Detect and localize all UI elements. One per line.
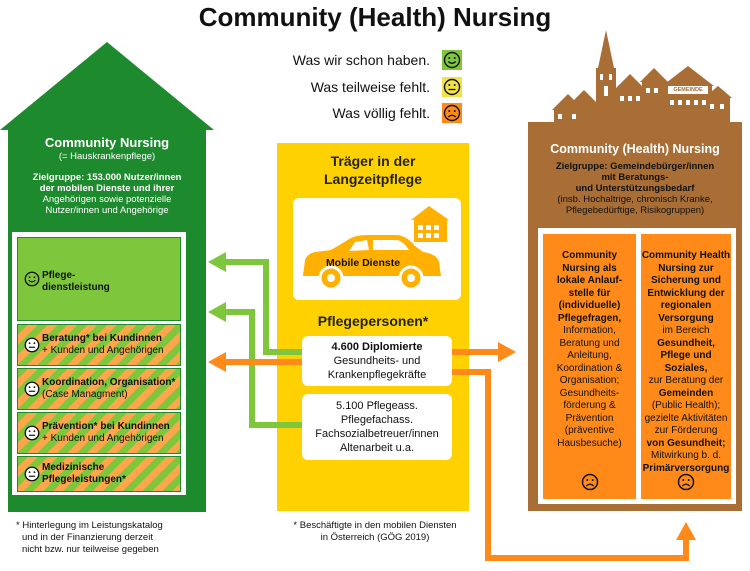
footnote-line: * Hinterlegung im Leistungskatalog (16, 520, 163, 531)
row-label-line: Pflege- (42, 270, 76, 281)
page-title: Community (Health) Nursing (198, 2, 552, 32)
column-line: zur Förderung (654, 425, 718, 436)
right-target-line: Zielgruppe: Gemeindebürger/innen (555, 161, 715, 172)
row-label-line: Beratung* bei Kundinnen (42, 333, 162, 344)
arrow-left-icon (208, 352, 226, 372)
column-line: Gemeinden (658, 387, 714, 399)
column-line: förderung & (563, 400, 616, 411)
left-target-line: Angehörigen sowie potenzielle (42, 194, 172, 205)
column-line: zur Beratung der (648, 375, 724, 386)
column-line: (Public Health); (651, 400, 721, 411)
column-line: regionalen (660, 300, 712, 311)
info-line: Pflegefachass. (340, 414, 414, 426)
column-line: Entwicklung der (647, 287, 725, 299)
right-target-line: mit Beratungs- (601, 172, 669, 183)
right-target-line: Pflegebedürftige, Risikogruppen) (565, 205, 705, 216)
column-line: Pflegefragen, (557, 312, 622, 324)
right-target-line: (insb. Hochaltrige, chronisch Kranke, (557, 194, 713, 205)
column-line: Gesundheits- (559, 387, 620, 399)
gemeinde-sign: GEMEINDE (673, 87, 703, 93)
staff-title: Pflegepersonen* (317, 313, 429, 329)
column-line: Koordination & (556, 362, 623, 374)
row-label-line: Prävention* bei Kundinnen (42, 421, 170, 432)
column-line: Community Health (641, 250, 731, 261)
right-target-line: und Unterstützungsbedarf (575, 183, 695, 194)
column-line: stelle für (568, 287, 611, 299)
column-line: Prävention (565, 412, 614, 424)
legend-label-have: Was wir schon haben. (292, 52, 430, 68)
info-line: 4.600 Diplomierte (331, 341, 423, 353)
right-house-title: Community (Health) Nursing (550, 142, 720, 156)
row-label-line: dienstleistung (42, 282, 110, 293)
footnote-line: nicht bzw. nur teilweise gegeben (22, 544, 159, 555)
column-line: Pflege und (660, 350, 712, 361)
row-label-line: (Case Managment) (42, 389, 128, 400)
arrow-left-icon (208, 302, 226, 322)
info-line: Gesundheits- und (333, 355, 421, 367)
left-target-line: der mobilen Dienste und ihrer (39, 183, 175, 194)
center-title-line: Langzeitpflege (323, 171, 422, 187)
car-label: Mobile Dienste (325, 257, 401, 269)
center-title-line: Träger in der (330, 153, 416, 169)
right-target-group (528, 161, 742, 216)
footnote-line: * Beschäftigte in den mobilen Diensten (293, 520, 457, 531)
arrow-left-icon (208, 252, 226, 272)
arrow-right-icon (498, 342, 516, 362)
info-line: Krankenpflegekräfte (327, 369, 427, 381)
column-line: Organisation; (559, 375, 620, 386)
left-house-title: Community Nursing (44, 135, 170, 150)
left-target-line: Zielgruppe: 153.000 Nutzer/innen (32, 172, 182, 183)
column-line: Anleitung, (567, 350, 612, 361)
column-line: Versorgung (658, 312, 714, 324)
legend-label-partial: Was teilweise fehlt. (310, 79, 430, 95)
right-column-regional-text (640, 250, 732, 475)
column-line: gezielte Aktivitäten (644, 412, 728, 424)
column-line: Nursing als (562, 262, 617, 274)
column-line: von Gesundheit; (646, 437, 726, 449)
row-label-line: + Kunden und Angehörigen (42, 433, 164, 444)
right-column-local-text (542, 250, 637, 450)
column-line: Information, (563, 325, 616, 336)
sad-face-icon (676, 472, 696, 492)
left-house-subtitle: (= Hauskrankenpflege) (58, 151, 156, 162)
column-line: im Bereich (662, 325, 710, 336)
row-label-line: Koordination, Organisation* (42, 377, 176, 388)
row-label-line: Medizinische (42, 462, 105, 473)
column-line: Beratung und (559, 337, 620, 349)
row-label-line: + Kunden und Angehörigen (42, 345, 164, 356)
column-line: Mitwirkung b. d. (650, 450, 722, 461)
info-line: Fachsozialbetreuer/innen (315, 428, 439, 440)
column-line: (präventive (564, 425, 615, 436)
info-line: Altenarbeit u.a. (340, 442, 414, 454)
column-line: Hausbesuche) (557, 437, 622, 449)
column-line: Gesundheit, (657, 337, 715, 349)
column-line: lokale Anlauf- (556, 275, 623, 286)
column-line: Sicherung und (651, 275, 721, 286)
info-line: 5.100 Pflegeass. (336, 400, 418, 412)
legend-label-missing: Was völlig fehlt. (332, 105, 430, 121)
column-line: Soziales, (664, 362, 708, 374)
column-line: (individuelle) (558, 300, 621, 311)
footnote-line: und in der Finanzierung derzeit (22, 532, 153, 543)
column-line: Primärversorgung (642, 462, 730, 474)
column-line: Community (562, 250, 617, 261)
arrow-up-icon (676, 522, 696, 540)
footnote-line: in Österreich (GÖG 2019) (320, 532, 430, 543)
column-line: Nursing zur (658, 262, 714, 274)
left-target-line: Nutzer/innen und Angehörige (45, 205, 169, 216)
sad-face-icon (580, 472, 600, 492)
row-label-line: Pflegeleistungen* (42, 474, 126, 485)
village-roofline (528, 28, 742, 132)
